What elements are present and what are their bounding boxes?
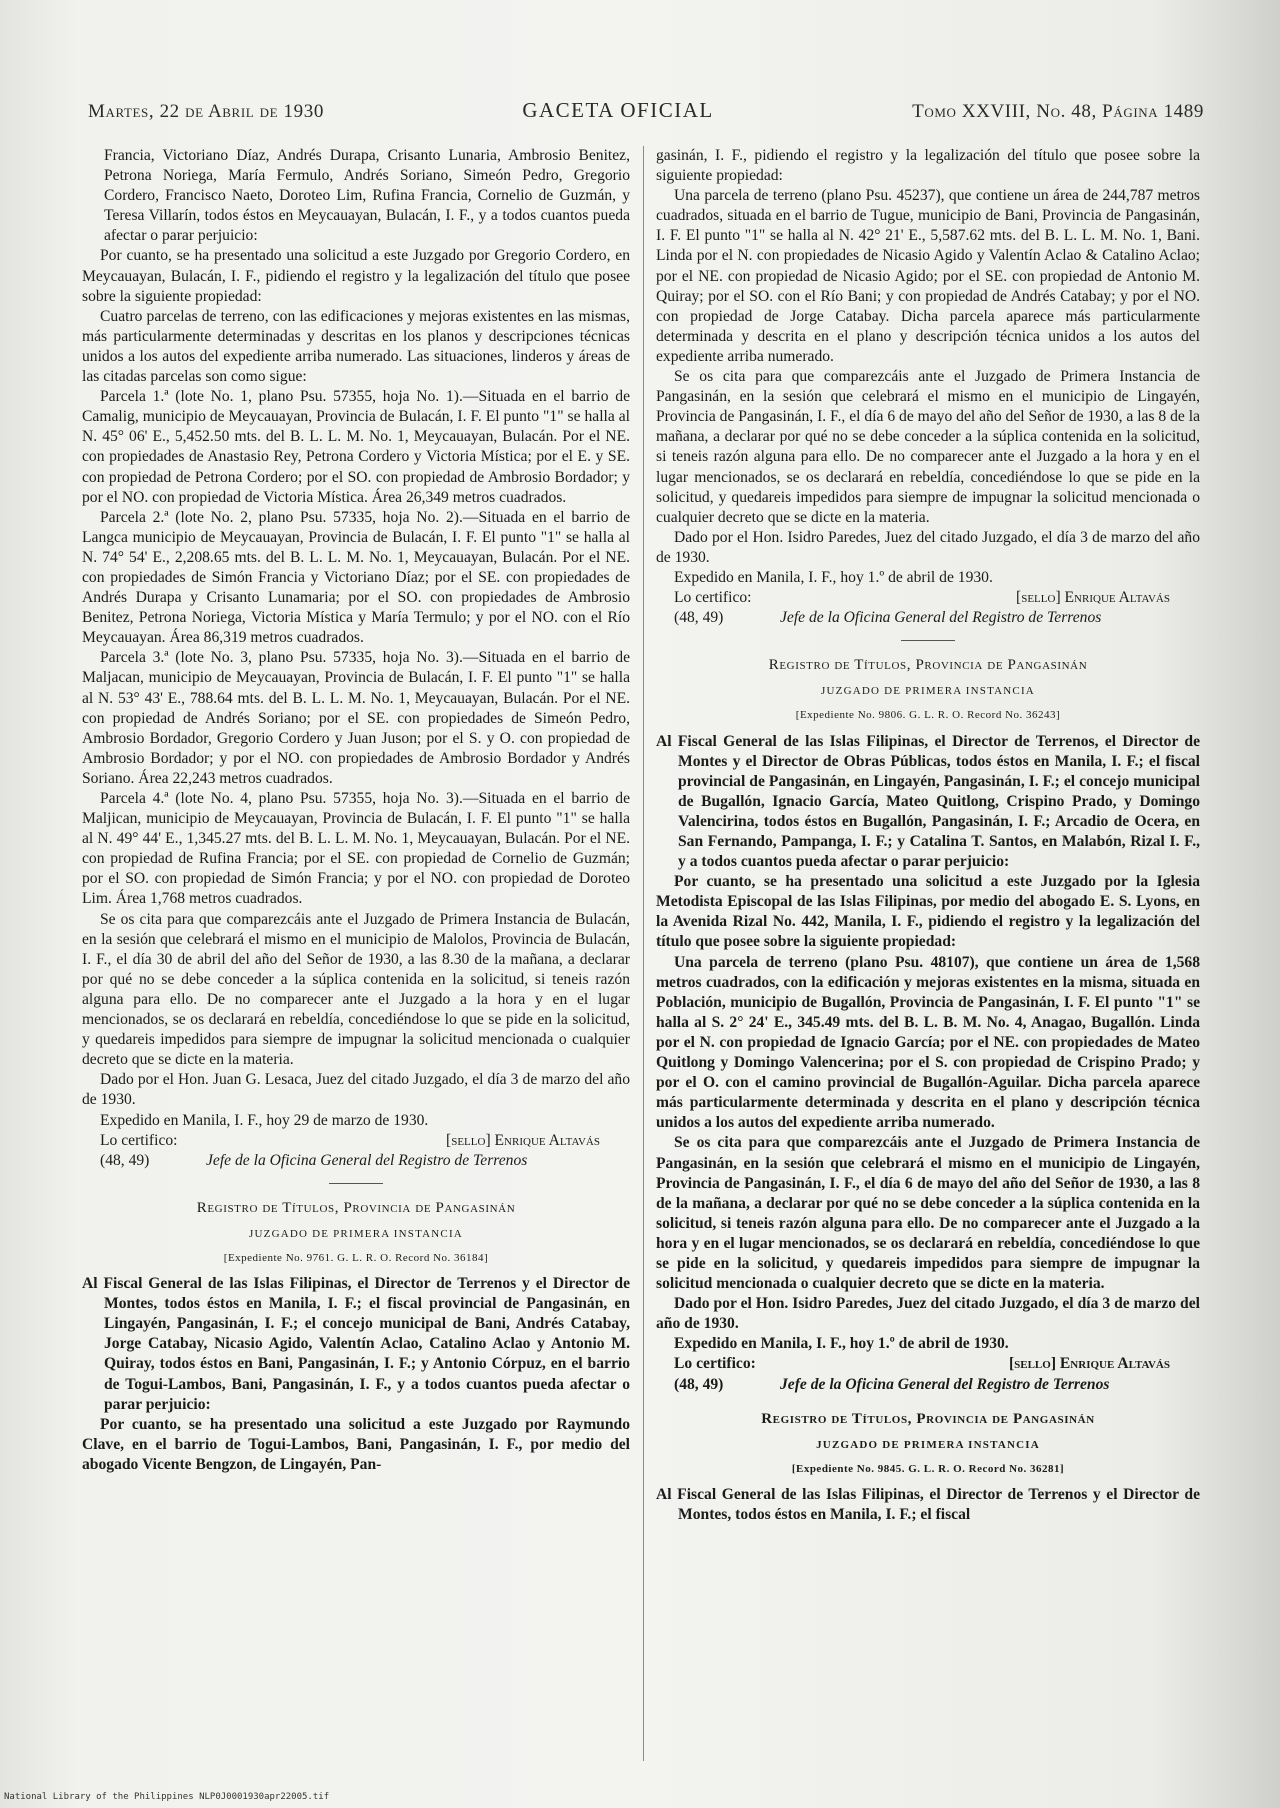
section-rule xyxy=(901,640,955,641)
notice-petition: Por cuanto, se ha presentado una solicitud a este Juzgado por Raymundo Clave, en el barrio de Togui-Lambos, Bani, Pangasinán, I. F., por medio del abogado Vicente Bengzon, de Lingayén, Pan- xyxy=(82,1415,630,1473)
chief-row xyxy=(100,1151,630,1171)
column-divider xyxy=(643,146,644,1761)
case-number: [Expediente No. 9761. G. L. R. O. Record No. 36184] xyxy=(223,1251,489,1264)
petition-continued: gasinán, I. F., pidiendo el registro y la legalización del título que posee sobre la siguiente propiedad: xyxy=(656,147,1200,185)
summons-paragraph: Se os cita para que comparezcáis ante el Juzgado de Primera Instancia de Pangasinán, en la sesión que celebrará el mismo en el municipio de Lingayén, Provincia de Pangasinán, I. F., el día 6 de mayo del año del Señor de 1930, a las 8 de la mañana, a declarar por qué no se debe conceder a la súplica contenida en la solicitud, si teneis razón alguna para ello. De no comparecer ante el Juzgado a la hora y en el lugar mencionados, se os declarará en rebeldía, concediéndose lo que se pide en la solicitud, y quedareis impedidos para siempre de impugnar la solicitud mencionada o cualquier decreto que se dicte en la materia. xyxy=(656,1134,1200,1293)
right-column xyxy=(656,146,1200,1766)
header-title: GACETA OFICIAL xyxy=(522,98,714,122)
page-header xyxy=(88,98,1204,126)
certification-row xyxy=(674,588,1200,608)
summons-paragraph: Se os cita para que comparezcáis ante el Juzgado de Primera Instancia de Pangasinán, en la sesión que celebrará el mismo en el municipio de Lingayén, Provincia de Pangasinán, I. F., el día 6 de mayo del año del Señor de 1930, a las 8 de la mañana, a declarar por qué no se debe conceder a la súplica contenida en la solicitud, si teneis razón alguna para ello. De no comparecer ante el Juzgado a la hora y en el lugar mencionados, se os declarará en rebeldía, concediéndose lo que se pide en la solicitud, y quedareis impedidos para siempre de impugnar la solicitud mencionada o cualquier decreto que se dicte en la materia. xyxy=(656,368,1200,526)
parcel-4: Parcela 4.ª (lote No. 4, plano Psu. 57355, hoja No. 3).—Situada en el barrio de Maljican, municipio de Meycauayan, Provincia de Bulacán, I. F. El punto "1" se halla al N. 49° 44' E., 1,345.27 mts. del B. L. L. M. No. 1, Meycauayan, Bulacán. Por el NE. con propiedad de Rufina Francia; por el SE. con propiedad de Cornelio de Guzmán; por el SO. con propiedad de Simón Francia; y por el NO. con propiedad de Doroteo Lim. Área 1,768 metros cuadrados. xyxy=(82,790,630,908)
issued-in: Expedido en Manila, I. F., hoy 1.º de abril de 1930. xyxy=(674,1335,1009,1353)
issued-in: Expedido en Manila, I. F., hoy 1.º de abril de 1930. xyxy=(674,568,993,586)
case-number: [Expediente No. 9806. G. L. R. O. Record No. 36243] xyxy=(795,709,1061,722)
header-date: Martes, 22 de Abril de 1930 xyxy=(88,101,324,122)
notice-number: (48, 49) xyxy=(674,1375,724,1393)
certify-label: Lo certifico: xyxy=(674,589,752,607)
notice-addressees-continued: Francia, Victoriano Díaz, Andrés Durapa, Crisanto Lunaria, Ambrosio Benitez, Petrona Noriega, María Fermulo, Andrés Soriano, Simeón Pedro, Gregorio Cordero, Francisco Naeto, Doroteo Lim, Rufina Francia, Cornelio de Guzmán, y Teresa Villarín, todos éstos en Meycauayan, Bulacán, I. F., y a todos cuantos pueda afectar o parar perjuicio: xyxy=(104,147,630,245)
left-column xyxy=(82,146,630,1766)
parcel-description: Una parcela de terreno (plano Psu. 45237), que contiene un área de 244,787 metros cuadrados, situada en el barrio de Tugue, municipio de Bani, Provincia de Pangasinán, I. F. El punto "1" se halla al N. 42° 21' E., 5,587.62 mts. del B. L. L. M. No. 1, Bani. Linda por el N. con propiedades de Nicasio Agido y Valentín Aclao & Catalino Aclao; por el NE. con propiedad de Nicasio Agido; por el SE. con propiedad de Antonio M. Quiray; por el SO. con el Río Bani; y con propiedad de Andrés Catabay; y por el NO. con propiedad de Jorge Catabay. Dicha parcela aparece más particularmente determinada y descrita en el plano y descripción técnica unidos a los autos del expediente arriba numerado. xyxy=(656,187,1200,365)
issued-in: Expedido en Manila, I. F., hoy 29 de marzo de 1930. xyxy=(100,1111,429,1129)
court-name: JUZGADO DE PRIMERA INSTANCIA xyxy=(249,1227,463,1240)
summons-paragraph: Se os cita para que comparezcáis ante el Juzgado de Primera Instancia de Bulacán, en la sesión que celebrará el mismo en el municipio de Malolos, Provincia de Bulacán, I. F., el día 30 de abril del año del Señor de 1930, a las 8.30 de la mañana, a declarar por qué no se debe conceder a la súplica contenida en la solicitud, si teneis razón alguna para ello. De no comparecer ante el Juzgado a la hora y en el lugar mencionados, se os declarará en rebeldía, concediéndose lo que se pide en la solicitud, y quedareis impedidos para siempre de impugnar la solicitud mencionada o cualquier decreto que se dicte en la materia. xyxy=(82,910,630,1069)
notice-addressees: Al Fiscal General de las Islas Filipinas, el Director de Terrenos y el Director de Montes, todos éstos en Manila, I. F.; el fiscal xyxy=(656,1485,1200,1523)
parcel-description: Una parcela de terreno (plano Psu. 48107), que contiene un área de 1,568 metros cuadrados, con la edificación y mejoras existentes en la misma, situada en Población, municipio de Bugallón, Provincia de Pangasinán, I. F. El punto "1" se halla al S. 2° 24' E., 345.49 mts. del B. L. B. M. No. 4, Anagao, Bugallón. Linda por el N. con propiedad de Ignacio García; por el NE. con propiedades de Mateo Quitlong y Domingo Valencerina; por el S. con propiedad de Crispino Prado; y por el O. con el camino provincial de Bugallón-Aguilar. Dicha parcela aparece más particularmente determinada y descrita en el plano y descripción técnica unidos a los autos del expediente arriba numerado. xyxy=(656,953,1200,1132)
section-title: Registro de Títulos, Provincia de Pangasinán xyxy=(761,1410,1095,1427)
court-name: JUZGADO DE PRIMERA INSTANCIA xyxy=(821,685,1035,698)
chief-row xyxy=(674,1375,1200,1395)
chief-row xyxy=(674,608,1200,628)
chief-title: Jefe de la Oficina General del Registro de Terrenos xyxy=(780,609,1102,627)
section-title: Registro de Títulos, Provincia de Pangasinán xyxy=(768,657,1088,674)
seal-signature: [sello] Enrique Altavás xyxy=(1016,589,1170,607)
notice-petition: Por cuanto, se ha presentado una solicitud a este Juzgado por la Iglesia Metodista Episcopal de las Islas Filipinas, por medio del abogado E. S. Lyons, en la Avenida Rizal No. 442, Manila, I. F., pidiendo el registro y la legalización del título que posee sobre la siguiente propiedad: xyxy=(656,873,1200,951)
notice-addressees: Al Fiscal General de las Islas Filipinas, el Director de Terrenos, el Director de Montes y el Director de Obras Públicas, todos éstos en Manila, I. F.; el fiscal provincial de Pangasinán, en Lingayén, Pangasinán, I. F.; el concejo municipal de Bugallón, Ignacio García, Mateo Quitlong, Crispino Prado, y Domingo Valencirina, todos éstos en Bugallón, Pangasinán, I. F.; Arcadio de Ocera, en San Fernando, Pampanga, I. F.; y Catalina T. Santos, en Malabón, Rizal I. F., y a todos cuantos pueda afectar o parar perjuicio: xyxy=(656,732,1200,871)
notice-addressees: Al Fiscal General de las Islas Filipinas, el Director de Terrenos y el Director de Montes, todos éstos en Manila, I. F.; el fiscal provincial de Pangasinán, en Lingayén, Pangasinán, I. F.; el concejo municipal de Bani, Andrés Catabay, Jorge Catabay, Nicasio Agido, Valentín Aclao, Catalino Aclao y Antonio M. Quiray, todos éstos en Bani, Pangasinán, I. F.; y Antonio Córpuz, en el barrio de Togui-Lambos, Bani, Pangasinán, I. F., y a todos cuantos pueda afectar o parar perjuicio: xyxy=(82,1275,630,1413)
certification-row xyxy=(100,1131,630,1151)
header-volume: Tomo XXVIII, No. 48, Página 1489 xyxy=(912,101,1204,122)
notice-number: (48, 49) xyxy=(100,1151,150,1169)
certify-label: Lo certifico: xyxy=(674,1355,756,1373)
seal-signature: [sello] Enrique Altavás xyxy=(446,1131,600,1149)
parcel-3: Parcela 3.ª (lote No. 3, plano Psu. 57335, hoja No. 3).—Situada en el barrio de Maljacan, municipio de Meycauayan, Provincia de Bulacán, I. F. El punto "1" se halla al N. 53° 43' E., 788.64 mts. del B. L. L. M. No. 1, Meycauayan, Bulacán. Por el NE. con propiedad de Andrés Soriano; por el SE. con propiedades de Simeón Pedro, Ambrosio Bordador, Gregorio Cordero y Juan Juson; por el S. y O. con propiedad de Ambrosio Bordador; y por el NO. con propiedades de Ambrosio Bordador y Andrés Soriano. Área 22,243 metros cuadrados. xyxy=(82,649,630,787)
notice-property-summary: Cuatro parcelas de terreno, con las edificaciones y mejoras existentes en las mismas, más particularmente determinadas y descritas en los planos y descripciones técnicas unidos a los autos del expediente arriba numerado. Las situaciones, linderos y áreas de las citadas parcelas son como sigue: xyxy=(82,307,630,386)
chief-title: Jefe de la Oficina General del Registro de Terrenos xyxy=(206,1151,528,1169)
certify-label: Lo certifico: xyxy=(100,1131,178,1149)
case-number: [Expediente No. 9845. G. L. R. O. Record No. 36281] xyxy=(791,1462,1065,1475)
court-name: JUZGADO DE PRIMERA INSTANCIA xyxy=(816,1438,1040,1451)
given-by: Dado por el Hon. Isidro Paredes, Juez del citado Juzgado, el día 3 de marzo del año de 1930. xyxy=(656,528,1200,566)
section-rule xyxy=(329,1183,383,1184)
parcel-1: Parcela 1.ª (lote No. 1, plano Psu. 57355, hoja No. 1).—Situada en el barrio de Camalig, municipio de Meycauayan, Provincia de Bulacán, I. F. El punto "1" se halla al N. 45° 06' E., 5,452.50 mts. del B. L. L. M. No. 1, Meycauayan, Bulacán. Por el NE. con propiedades de Anastasio Rey, Petrona Cordero y Victoria Mística; por el E. y SE. con propiedad de Petrona Cordero; por el SO. con propiedad de Ambrosio Bordador; y por el NO. con propiedad de Victoria Mística. Área 26,349 metros cuadrados. xyxy=(82,388,630,506)
certification-row xyxy=(674,1354,1200,1374)
notice-number: (48, 49) xyxy=(674,609,724,627)
given-by: Dado por el Hon. Isidro Paredes, Juez del citado Juzgado, el día 3 de marzo del año de 1930. xyxy=(656,1295,1200,1333)
given-by: Dado por el Hon. Juan G. Lesaca, Juez del citado Juzgado, el día 3 de marzo del año de 1930. xyxy=(82,1071,630,1109)
scan-footer: National Library of the Philippines NLP0J0001930apr22005.tif xyxy=(4,1792,330,1802)
section-title: Registro de Títulos, Provincia de Pangasinán xyxy=(196,1199,516,1216)
notice-petition: Por cuanto, se ha presentado una solicitud a este Juzgado por Gregorio Cordero, en Meycauayan, Bulacán, I. F., pidiendo el registro y la legalización del título que posee sobre la siguiente propiedad: xyxy=(82,247,630,305)
parcel-2: Parcela 2.ª (lote No. 2, plano Psu. 57335, hoja No. 2).—Situada en el barrio de Langca municipio de Meycauayan, Provincia de Bulacán, I. F. El punto "1" se halla al N. 74° 54' E., 2,208.65 mts. del B. L. L. M. No. 1, Meycauayan, Bulacán. Por el NE. con propiedades de Simón Francia y Victoriano Díaz; por el SE. con propiedades de Andrés Durapa y Crisanto Lunamaria; por el SO. con propiedades de Ambrosio Benitez, Petrona Noriega, Victoria Mística y María Termulo; y por el NO. con el Río Meycauayan. Área 86,319 metros cuadrados. xyxy=(82,508,630,647)
seal-signature: [sello] Enrique Altavás xyxy=(1008,1355,1170,1373)
chief-title: Jefe de la Oficina General del Registro de Terrenos xyxy=(780,1375,1110,1393)
